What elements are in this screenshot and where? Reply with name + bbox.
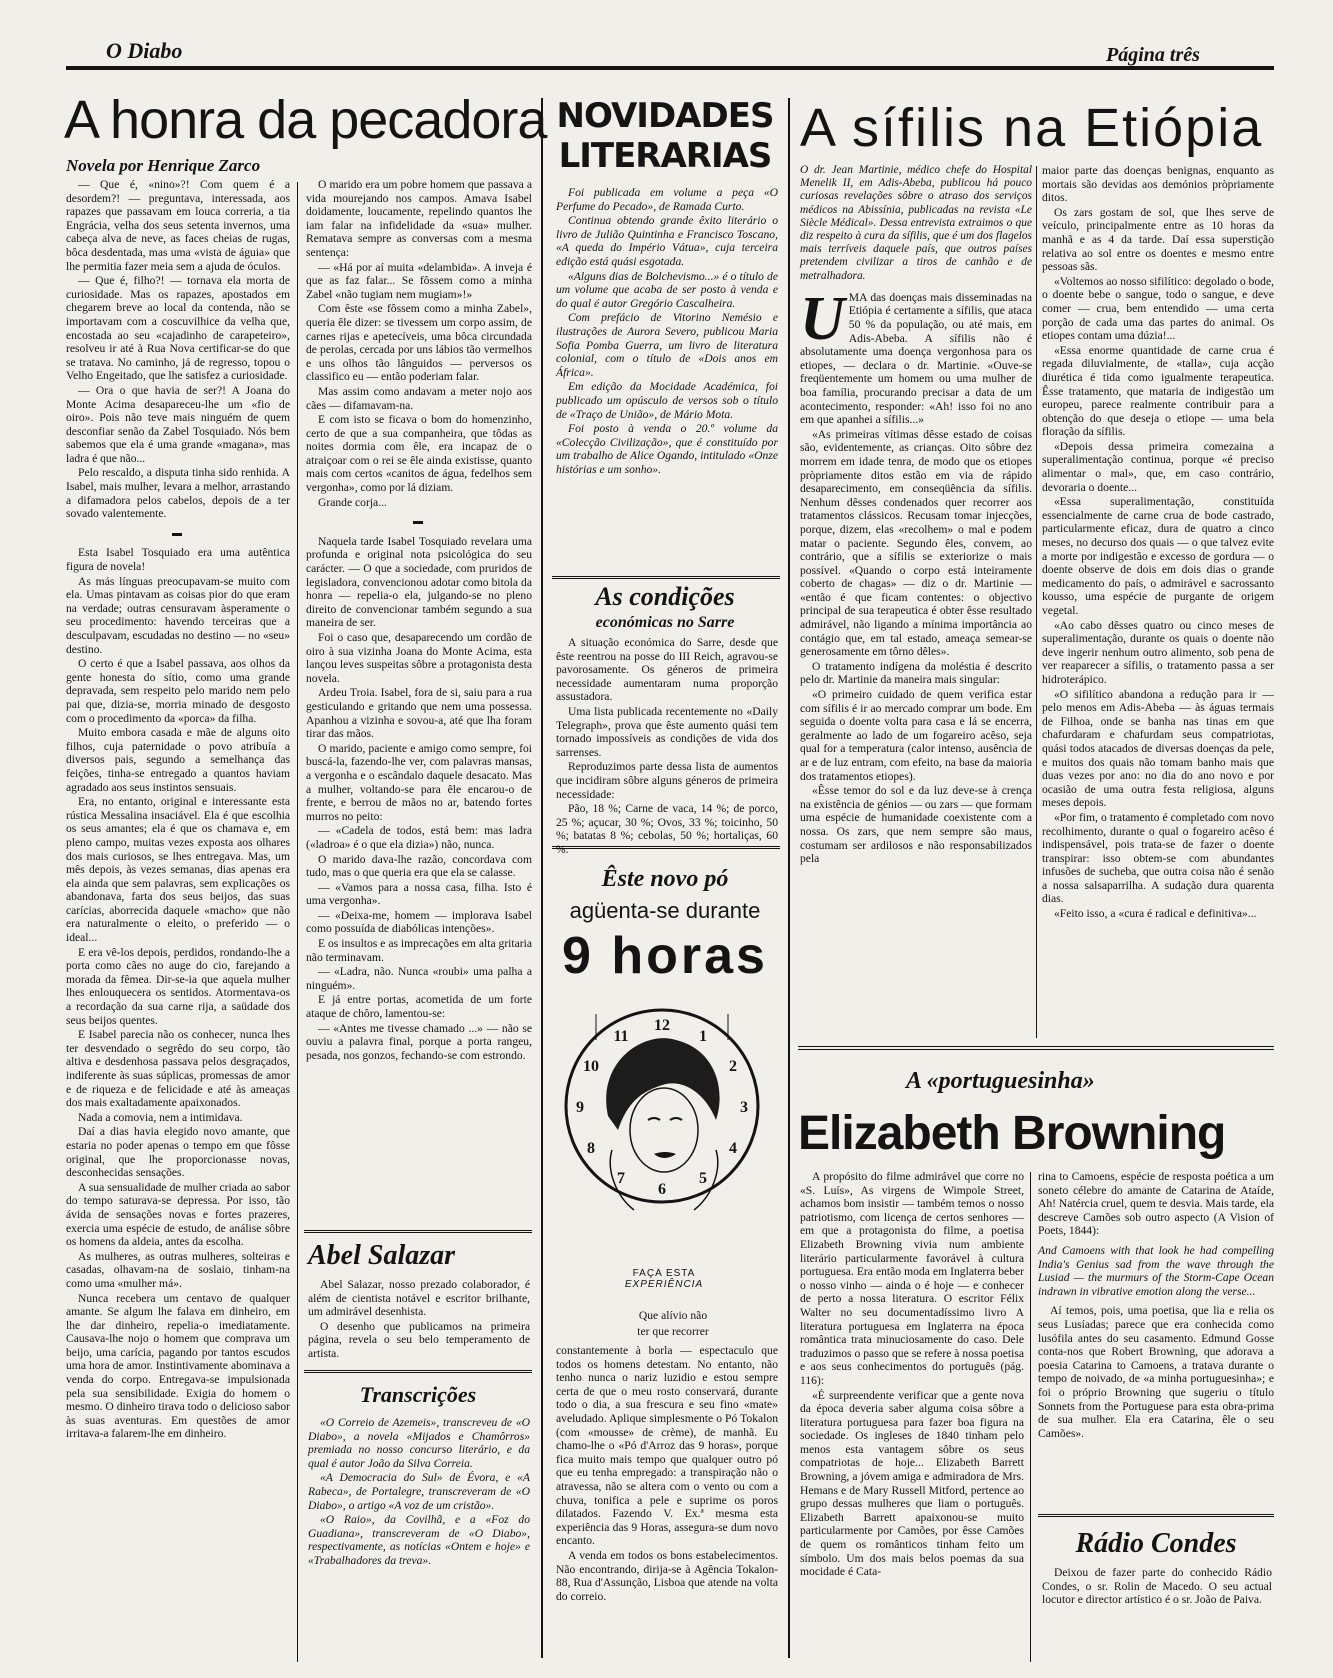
paragraph: As más línguas preocupavam-se muito com ela. Umas pintavam as coisas pior do que eram na verdade; outras censuravam àsperamente o seu procedimento: havendo terceiras que a desculpavam, escudadas no destino — no «seu» destino.	[66, 574, 290, 656]
sifilis-lead: O dr. Jean Martinie, médico chefe do Hospital Menelik II, em Adis-Abeba, publicou há pouco curiosas revelações sôbre o atraso dos serviços médicos na Abissínia, publicadas na revista «Le Siècle Médical». Dessa entrevista extraimos o que diz respeito à cura da sífilis, que é um dos flagelos mais terríveis daquele país, que outros países pretendem civilizar a tiros de canhão e de metralhadora.	[800, 164, 1032, 282]
paragraph: Abel Salazar, nosso prezado colaborador, é além de cientista notável e escritor brilhante, um admirável desenhista.	[308, 1278, 530, 1319]
ad-caption	[604, 1268, 724, 1290]
column-rule	[297, 182, 298, 1662]
headline-honra: A honra da pecadora	[64, 90, 547, 150]
column-rule	[541, 98, 543, 1658]
list-item: Em edição da Mocidade Académica, foi publicado um opúsculo de versos sob o título de «Traço de União», de Mário Mota.	[556, 380, 778, 421]
paragraph: O marido dava-lhe razão, concordava com tudo, mas o que queria era que ela se calasse.	[306, 852, 532, 880]
paragraph: As mulheres, as outras mulheres, solteiras e casadas, olhavam-na de soslaio, tinham-na como uma «mulher má».	[66, 1249, 290, 1290]
sarre-subtitle: económicas no Sarre	[595, 614, 735, 631]
paragraph: MA das doenças mais disseminadas na Etiópia é certamente a sífilis, que ataca 50 % da população, ou até mais, em Adis-Abeba. A sífilis não é absolutamente uma doença vergonhosa para os etiopes, — declara o dr. Martinie. «Ouve-se freqüentemente um homem ou uma mulher de boa família, procurando precisar a data de um acontecimento, responder: «Ah! isso foi no ano em que apanhei a sífilis...»	[800, 290, 1032, 427]
paragraph: Pão, 18 %; Carne de vaca, 14 %; de porco, 25 %; açucar, 30 %; Ovos, 33 %; toicinho, 50 %; batatas 8 %; cebolas, 50 %; hortaliças, 60 %.	[556, 802, 778, 856]
sifilis-column-1	[800, 164, 1032, 1044]
box-rule	[1038, 1514, 1274, 1517]
sifilis-column-2	[1042, 164, 1274, 1044]
paragraph: — Ora o que havia de ser?! A Joana do Monte Acima desapareceu-lhe um «fio de oiro». Pois não teve mais ninguém de quem desconfiar senão da Zabel Tosquiado. Nós bem sabemos que ela é uma grande «magana», mas ladra é que não...	[66, 383, 290, 465]
paragraph: — «Deixa-me, homem — implorava Isabel como possuída de diabólicas intenções».	[306, 908, 532, 936]
paragraph: A venda em todos os bons estabelecimentos. Não encontrando, dirija-se à Agência Tokalon-88, Rua d'Assunção, Lisboa que atende na volta do correio.	[556, 1548, 778, 1603]
paragraph: E os insultos e as imprecações em alta gritaria não terminavam.	[306, 937, 532, 964]
paragraph: O tratamento indígena da moléstia é descrito pelo dr. Martinie da maneira mais singular:	[800, 659, 1032, 687]
honra-column-2	[306, 178, 532, 1218]
paragraph: Esta Isabel Tosquiado era uma autêntica figura de novela!	[66, 546, 290, 574]
ad-illustration	[556, 1000, 768, 1230]
clock-numeral: 3	[740, 1099, 748, 1116]
paragraph: «O sifilítico abandona a redução para ir — pelo menos em Adis-Abeba — às águas termais de Filhoa, onde se banha nas tinas em que chafurdaram e chafurdam seus compatriotas, quási todos atacados de diversas doenças da pele, e muitos dos quais não tomam banho mais que duas vezes por ano: no dia do ano novo e por ocasião de uma outra festa religiosa, alguns meses depois.	[1042, 687, 1274, 810]
clock-numeral: 12	[654, 1017, 670, 1034]
box-rule	[552, 576, 780, 579]
paragraph: «Êsse temor do sol e da luz deve-se à crença na existência de génios — ou zars — que formam uma espécie de humanidade coexistente com a nossa. Os zars, que nem sempre são maus, costumam ser ardilosos e não responsabilizados pela	[800, 784, 1032, 866]
paragraph: Uma lista publicada recentemente no «Daily Telegraph», prova que êste aumento quási tem tornado impossíveis as condições de vida dos sarrenses.	[556, 704, 778, 759]
ad-headline-3: 9 horas	[562, 927, 768, 985]
browning-column-1	[800, 1170, 1024, 1664]
paragraph: A propósito do filme admirável que corre no «S. Luís», As virgens de Wimpole Street, achamos bom insistir — também temos o nosso patriotismo, com licença de certos senhores — em que a protagonista do filme, a poetisa Elizabeth Browning vivia num ambiente literário particularmente favorável à cultura portuguesa. Era então moda em Inglaterra beber o nosso vinho — ainda o é hoje — e conhecer de perto a nossa literatura. O escritor Félix Walter no seu documentadíssimo livro A literatura portuguesa em Inglaterra na época romântica trata minuciosamente do caso. Dele traduzimos o passo que se refere à nossa poetisa e aos seus conhecimentos do português (pág. 116):	[800, 1170, 1024, 1387]
paragraph: Aí temos, pois, uma poetisa, que lia e relia os seus Lusíadas; parece que era conhecida como lusófila antes do seu casamento. Edmund Gosse conta-nos que Robert Browning, que adorava a poesia Catarina to Camoens, a tratava durante o tempo de noivado, de «a minha portuguesinha»; e foi o próprio Browning que sugeriu o título Sonnets from the Portuguese para esta obra-prima de sua mulher. Ela era Catarina, êle o seu Camões».	[1038, 1304, 1274, 1440]
clock-numeral: 6	[658, 1181, 666, 1198]
paragraph: Reproduzimos parte dessa lista de aumentos que incidiram sôbre alguns géneros de primeira necessidade:	[556, 760, 778, 801]
sarre-title: As condições	[595, 582, 735, 611]
box-rule	[304, 1370, 532, 1373]
list-item: «O Correio de Azemeis», transcreveu de «O Diabo», a novela «Mijados e Chamôrros» premiada no nosso concurso literário, e da qual é autor João da Silva Correia.	[308, 1416, 530, 1470]
ad-tagline-line: ter que recorrer	[637, 1325, 709, 1338]
paragraph: E com isto se ficava o bom do homenzinho, certo de que a sua companheira, que tôdas as noites dormia com êle, era incapaz de o atraiçoar com o rei se êle ainda existisse, quanto mais com certos «canitos de água, fedelhos sem vergonha», como por lá diziam.	[306, 413, 532, 495]
radio-title: Rádio Condes	[1075, 1528, 1237, 1559]
paragraph: Nunca recebera um centavo de qualquer amante. Se algum lhe falava em dinheiro, em lhe dar dinheiro, repelia-o imediatamente. Causava-lhe nojo o homem que comprava um beijo, uma carícia, pagando por tantos escudos uma hora de amor. Instintivamente abominava a venda do corpo. Entregava-se impulsionada pela sua sensibilidade. Exigia do homem o mesmo. O dinheiro tirava todo o delicioso sabor às suas aventuras. Em questões de amor irritava-a falarem-lhe em dinheiro.	[66, 1291, 290, 1441]
paragraph: O marido era um pobre homem que passava a vida mourejando nos campos. Amava Isabel doidamente, loucamente, repelindo quantos lhe iam falar na infidelidade da «sua» mulher. Rematava sempre as conversas com a mesma sentença:	[306, 178, 532, 259]
paragraph: «Por fim, o tratamento é completado com novo recolhimento, durante o qual o fogareiro acêso é indispensável, pois trata-se de fazer o doente transpirar: isso obtem-se com abundantes infusões de sucheba, que outra coisa não é senão a nossa salsaparrilha. A sudação dura quarenta dias.	[1042, 810, 1274, 906]
ad-tagline	[618, 1308, 728, 1340]
clock-numeral: 8	[586, 1140, 595, 1157]
column-rule	[1030, 1172, 1031, 1662]
section-ornament: ▬	[172, 527, 184, 539]
ad-headline-2: agüenta-se durante	[569, 898, 761, 923]
browning-kicker: A «portuguesinha»	[906, 1068, 1095, 1094]
paragraph: «Essa superalimentação, constituída essencialmente de carne crua de bode castrado, particularmente eficaz, dura de quatro a cinco meses, no decurso dos quais — o que talvez evite a morte por indigestão e excesso de gordura — o doente observe de dois em dois dias o grande medicamento do país, o admirável e sacrossanto kousso, uma espécie de purgante de origem vegetal.	[1042, 495, 1274, 617]
clock-numeral: 7	[617, 1170, 625, 1188]
header-rule	[66, 66, 1274, 70]
list-item: Com prefácio de Vitorino Nemésio e ilustrações de Aurora Severo, publicou Maria Sofia Pomba Guerra, um livro de literatura colonial, com o título de «Dois anos em África».	[556, 311, 778, 379]
paragraph: — Que é, «nino»?! Com quem é a desordem?! — preguntava, interessada, aos rapazes que passavam em louca correria, a tia Engrácia, velha dos seus setenta invernos, uma cabeça alva de neve, as faces cheias de rugas, bôca desdentada, mas uma «vista de águia» que lhe permitia fazer meia sem a ajuda de óculos.	[66, 178, 290, 273]
novidades-title-line: NOVIDADES	[556, 96, 774, 136]
transcricoes-title: Transcrições	[359, 1382, 477, 1407]
clock-numeral: 9	[576, 1099, 584, 1116]
paragraph: Com êste «se fôssem como a minha Zabel», queria êle dizer: se tivessem um corpo assim, de carnes rijas e apetecíveis, uma bôca circundada de perolas, cercada por uns lábios tão vermelhos e uns olhos tão lânguidos — perversos os classifico eu — então poderiam falar.	[306, 302, 532, 384]
paragraph: A situação económica do Sarre, desde que êste reentrou na posse do III Reich, agravou-se pavorosamente. Os géneros de primeira necessidade aumentaram numa proporção assustadora.	[556, 636, 778, 704]
paragraph: maior parte das doenças benignas, enquanto as mortais são devidas aos demónios pròpriamente ditos.	[1042, 164, 1274, 205]
list-item: Continua obtendo grande êxito literário o livro de Julião Quintinha e Francisco Toscano, «A queda do Império Vátua», cuja terceira edição está quási esgotada.	[556, 214, 778, 268]
radio-text	[1042, 1566, 1272, 1662]
browning-column-2	[1038, 1170, 1274, 1506]
novidades-list	[556, 186, 778, 566]
paragraph: E era vê-los depois, perdidos, rondando-lhe a porta como cães no auge do cio, farejando a morada da fêmea. Dir-se-ia que aquela mulher lhes enlouquecera os sentidos. Atormentava-os a recordação da sua carne rija, a saüdade dos seus beijos quentes.	[66, 945, 290, 1027]
abel-text	[308, 1278, 530, 1362]
clock-numeral: 11	[613, 1027, 629, 1045]
list-item: «O Raio», da Covilhã, e a «Foz do Guadiana», transcreveram de «O Diabo», respectivamente, as notícias «Ontem e hoje» e «Trabalhadores da treva».	[308, 1513, 530, 1567]
masthead-title: O Diabo	[106, 38, 183, 63]
paragraph: Ardeu Troia. Isabel, fora de si, saiu para a rua gesticulando e gritando que nem uma possessa. Apanhou a vizinha e sovou-a, até que lha foram tirar das mãos.	[306, 686, 532, 741]
paragraph: O certo é que a Isabel passava, aos olhos da gente honesta do sítio, como uma grande depravada, sem respeito pelo marido nem pelo pai que, dizia-se, morria minado de desgosto com o procedimento da «porca» da filha.	[66, 657, 290, 725]
paragraph: — Que é, filho?! — tornava ela morta de curiosidade. Mas os rapazes, apostados em chegarem breve ao local da contenda, não se importavam com a coscuvilhice da velha que, encostada ao seu «cajadinho de carapeteiro», resolveu ir até à Rua Nova certificar-se do que se tratava. No caminho, já de regresso, topou o Velho Engeitado, que lhe satisfez a curiosidade.	[66, 274, 290, 383]
byline-honra: Novela por Henrique Zarco	[66, 156, 261, 175]
paragraph: Deixou de fazer parte do conhecido Rádio Condes, o sr. Rolin de Macedo. O seu actual locutor e director artístico é o sr. João de Paiva.	[1042, 1566, 1272, 1607]
clock-numeral: 5	[699, 1170, 707, 1188]
paragraph: O marido, paciente e amigo como sempre, foi buscá-la, fazendo-lhe ver, com palavras mansas, a vergonha e o escândalo daquele desacato. Mas a mulher, voltando-se para êle encarou-o de frente, e berrou de mãos no ar, batendo fortes murros no peito:	[306, 741, 532, 823]
paragraph: E já entre portas, acometida de um forte ataque de chôro, lamentou-se:	[306, 993, 532, 1021]
paragraph: Mas assim como andavam a meter nojo aos cães — difamavam-na.	[306, 384, 532, 412]
list-item: Foi posto à venda o 20.º volume da «Colecção Civilização», que é constituído por um trabalho de Alice Ogando, intitulado «Onze histórias e um sonho».	[556, 422, 778, 476]
sarre-text	[556, 636, 778, 856]
paragraph: Grande corja...	[318, 495, 387, 509]
paragraph: — «Cadela de todos, está bem: mas ladra («ladroa» é o que ela dizia») não, nunca.	[306, 824, 532, 851]
column-rule	[788, 98, 790, 1658]
clock-numeral: 2	[729, 1058, 738, 1075]
paragraph: constantemente à borla — espectaculo que todos os homens detestam. No entanto, não tenho nunca o nariz luzidio e estou sempre certa de que o meu rosto conservará, durante todo o dia, a sua frescura e seu fino «mate» aveludado. Aplique simplesmente o Pó Tokalon (com «mousse» de crème), de manhã. Eu chamo-lhe o «Pó d'Arroz das 9 horas», porque fica muito mais tempo que qualquer outro pó que eu tenha empregado: a transpiração não o atravessa, não se altera com o vento ou com a chuva, tonifica a pele e suprime os poros dilatados. Fazendo V. Ex.ª mesma esta experiência das 9 Horas, assegura-se dum novo encanto.	[556, 1344, 778, 1548]
poem-quote: And Camoens with that look he had compelling India's Genius sad from the wave through the Lusiad — the murmurs of the Storm-Cape Ocean indrawn in vibrative emotion along the verse...	[1038, 1243, 1274, 1298]
paragraph: «Essa enorme quantidade de carne crua é regada diluvialmente, de «talla», cuja acção diurética é tida como igualmente terapeutica. Êsse tratamento, que mataria de indigestão um europeu, parece realmente contribuir para a obtenção do que deseja o etiope — uma bela floração da sífilis.	[1042, 343, 1274, 439]
page-label: Página três	[1106, 44, 1200, 66]
paragraph: Muito embora casada e mãe de alguns oito filhos, cuja paternidade o povo atribuía a diversos pais, segundo a semelhança das feições, tinha-se entregado a quantos haviam agradado aos seus instintos sensuais.	[66, 726, 290, 794]
list-item: «A Democracia do Sul» de Évora, e «A Rabeca», de Portalegre, transcreveram de «O Diabo», o artigo «A voz de um cristão».	[308, 1471, 530, 1512]
paragraph: — «Ladra, não. Nunca «roubi» uma palha a ninguém».	[306, 965, 532, 992]
clock-numeral: 1	[699, 1027, 707, 1045]
novidades-title-line: LITERARIAS	[558, 136, 772, 176]
section-divider	[798, 1046, 1274, 1050]
honra-column-1	[66, 178, 290, 1664]
paragraph: — «Antes me tivesse chamado ...» — não se ouviu a palavra final, porque a porta rangeu, pesada, nos gonzos, fechando-se com estrondo.	[306, 1021, 532, 1062]
ad-caption-line: EXPERIÊNCIA	[624, 1279, 704, 1290]
ad-caption-line: FAÇA ESTA	[632, 1268, 696, 1279]
box-rule	[552, 846, 780, 849]
paragraph: — «Há por aí muita «delambida». A inveja é que as faz falar... Se fôssem como a minha Zabel «não tugiam nem mugiam»!»	[306, 260, 532, 301]
paragraph: O desenho que publicamos na primeira página, revela o seu belo temperamento de artista.	[308, 1319, 530, 1360]
clock-numeral: 10	[582, 1058, 599, 1075]
paragraph: «Ao cabo dêsses quatro ou cinco meses de superalimentação, durante os quais o doente não deve ingerir nenhum outro alimento, sob pena de ver reaparecer a sífilis, o tratamento passa a ser hidroterápico.	[1042, 618, 1274, 686]
transcricoes-list	[308, 1416, 530, 1666]
list-item: «Alguns dias de Bolchevismo...» é o título de um volume que acaba de ser posto à venda e do qual é autor Gregório Cascalheira.	[556, 269, 778, 310]
list-item: Foi publicada em volume a peça «O Perfume do Pecado», de Ramada Curto.	[556, 186, 778, 213]
abel-title: Abel Salazar	[308, 1240, 456, 1271]
paragraph: Daí a dias havia elegido novo amante, que estaria no poder apenas o tempo em que fôsse original, que lhe proporcionasse novas, desconhecidas sensações.	[66, 1125, 290, 1180]
box-rule	[304, 1230, 532, 1233]
paragraph: «Feito isso, a «cura é radical e definitiva»...	[1054, 907, 1257, 921]
paragraph: rina to Camoens, espécie de resposta poética a um soneto célebre do amante de Catarina de Ataíde, Ah! Natércia cruel, quem te desvia. Mais tarde, ela descreve Camões sob outro aspecto (A Vision of Poets, 1844):	[1038, 1170, 1274, 1238]
paragraph: Naquela tarde Isabel Tosquiado revelara uma profunda e original nota psicológica do seu carácter. — O que a sociedade, com pruridos de legisladora, convencionou adotar como bitola da honra — repelia-o ela, julgando-se no pleno direito de convencionar também segundo a sua maneira de ser.	[306, 534, 532, 630]
paragraph: Nada a comovia, nem a intimidava.	[78, 1110, 243, 1124]
clock-numeral: 4	[729, 1140, 738, 1157]
dropcap: U	[800, 284, 845, 353]
headline-sifilis: A sífilis na Etiópia	[800, 98, 1264, 158]
ad-headline-1: Êste novo pó	[601, 866, 729, 892]
paragraph: «Depois dessa primeira comezaina a superalimentação continua, porque «é preciso alimentar o mal», que, em caso contrário, devoraria o doente...	[1042, 439, 1274, 494]
section-ornament: ▬	[413, 516, 425, 528]
paragraph: «O primeiro cuidado de quem verifica estar com sífilis é ir ao mercado comprar um bode. Em seguida o doente volta para casa e lá se encerra, geralmente ao lado de um fogareiro acêso, seja qual for a temperatura (calor intenso, ausência de ar e de luz entram, com efeito, na base da maioria dos tratamentos etiopes).	[800, 688, 1032, 783]
paragraph: Os zars gostam de sol, que lhes serve de veículo, principalmente entre as 10 horas da manhã e as 4 da tarde. Daí essa superstição relativa ao sol entre os doentes e mesmo entre pessoas sãs.	[1042, 205, 1274, 274]
ad-body	[556, 1344, 778, 1664]
paragraph: «As primeiras vítimas dêsse estado de coisas são, evidentemente, as crianças. Oito sôbre dez morrem em idade tenra, de modo que os etiopes pròpriamente ditos estão em via de rápido desaparecimento, em conseqüência da sífilis. Nenhum dêsses condenados quer recorrer aos tratamentos clássicos. Recusam tomar injecções, porque, dizem, elas «recolhem» o mal e podem matar o paciente. Segundo êles, convem, ao contrário, que a sífilis se exteriorize o mais possível. «Quando o corpo está inteiramente coberto de chagas» — diz o dr. Martinie — «então é que ficam contentes: o objectivo principal de sua terapeutica é obter êsse resultado admirável, não ligando a mínima importância ao contágio que, em tal estado, ameaça semear-se generosamente em tôrno dêles».	[800, 427, 1032, 659]
paragraph: A sua sensualidade de mulher criada ao sabor do tempo saturava-se depressa. Por isso, tão ávida de sensações novas e fortes prazeres, exercia uma espécie de estudo, de análise sôbre os homens da aldeia, antes da escolha.	[66, 1180, 290, 1249]
column-rule	[1036, 166, 1037, 1038]
paragraph: — «Vamos para a nossa casa, filha. Isto é uma vergonha».	[306, 880, 532, 908]
paragraph: Pelo rescaldo, a disputa tinha sido renhida. A Isabel, mais mulher, levara a melhor, arrastando a difamadora pelos cabelos, depois de a ter sovado valentemente.	[66, 466, 290, 521]
paragraph: «Voltemos ao nosso sifilítico: degolado o bode, o doente bebe o sangue, todo o sangue, e deve comer — crua, bem entendido — uma certa porção de cada uma das partes do animal. Os etiopes contam uma dúzia!...	[1042, 274, 1274, 343]
ad-tagline-line: Que alívio não	[638, 1309, 708, 1322]
novidades-title	[548, 96, 782, 176]
paragraph: Foi o caso que, desaparecendo um cordão de oiro à sua vizinha Joana do Monte Acima, esta lançou leves suspeitas sôbre a protagonista desta novela.	[306, 631, 532, 685]
paragraph: «É surpreendente verificar que a gente nova da época deveria saber alguma coisa sôbre a literatura portuguesa para fazer boa figura na sociedade. Os ingleses de 1840 tinham pelo menos esta vantagem sôbre os seus compatriotas de hoje... Elizabeth Barrett Browning, a jóvem amiga e admiradora de Mrs. Hemans e de Mary Russell Mitford, pertence ao grupo dessas mulheres que liam o português. Elizabeth Barrett apaixonou-se muito particularmente por Camões, por êsse Camões de quem os românticos tinham feito um símbolo. Um dos mais belos poemas da sua mocidade é Cata-	[800, 1388, 1024, 1579]
woman-face	[630, 1088, 698, 1172]
paragraph: E Isabel parecia não os conhecer, nunca lhes ter desvendado o segrêdo do seu corpo, tão altiva e desdenhosa passava pelos desgraçados, indiferente às suas súplicas, promessas de amor e de riqueza e de felicidade e até às ameaças dos mais exaltadamente apaixonados.	[66, 1028, 290, 1110]
headline-browning: Elizabeth Browning	[798, 1107, 1226, 1160]
paragraph: Era, no entanto, original e interessante esta rústica Messalina insaciável. Ela é que escolhia os seus amantes; ela é que os chamava e, em pleno campo, muitas vezes exposta aos olhares dos mais curiosos, se lhes entregava. Mas, um mês depois, às vezes semanas, dias apenas era ela ainda que sem palavras, sem explicações os abandonava, farta dos seus beijos, das suas carícias, aborrecida daquele «macho» que não era naturalmente o eleito, o preferido — o ideal...	[66, 795, 290, 945]
